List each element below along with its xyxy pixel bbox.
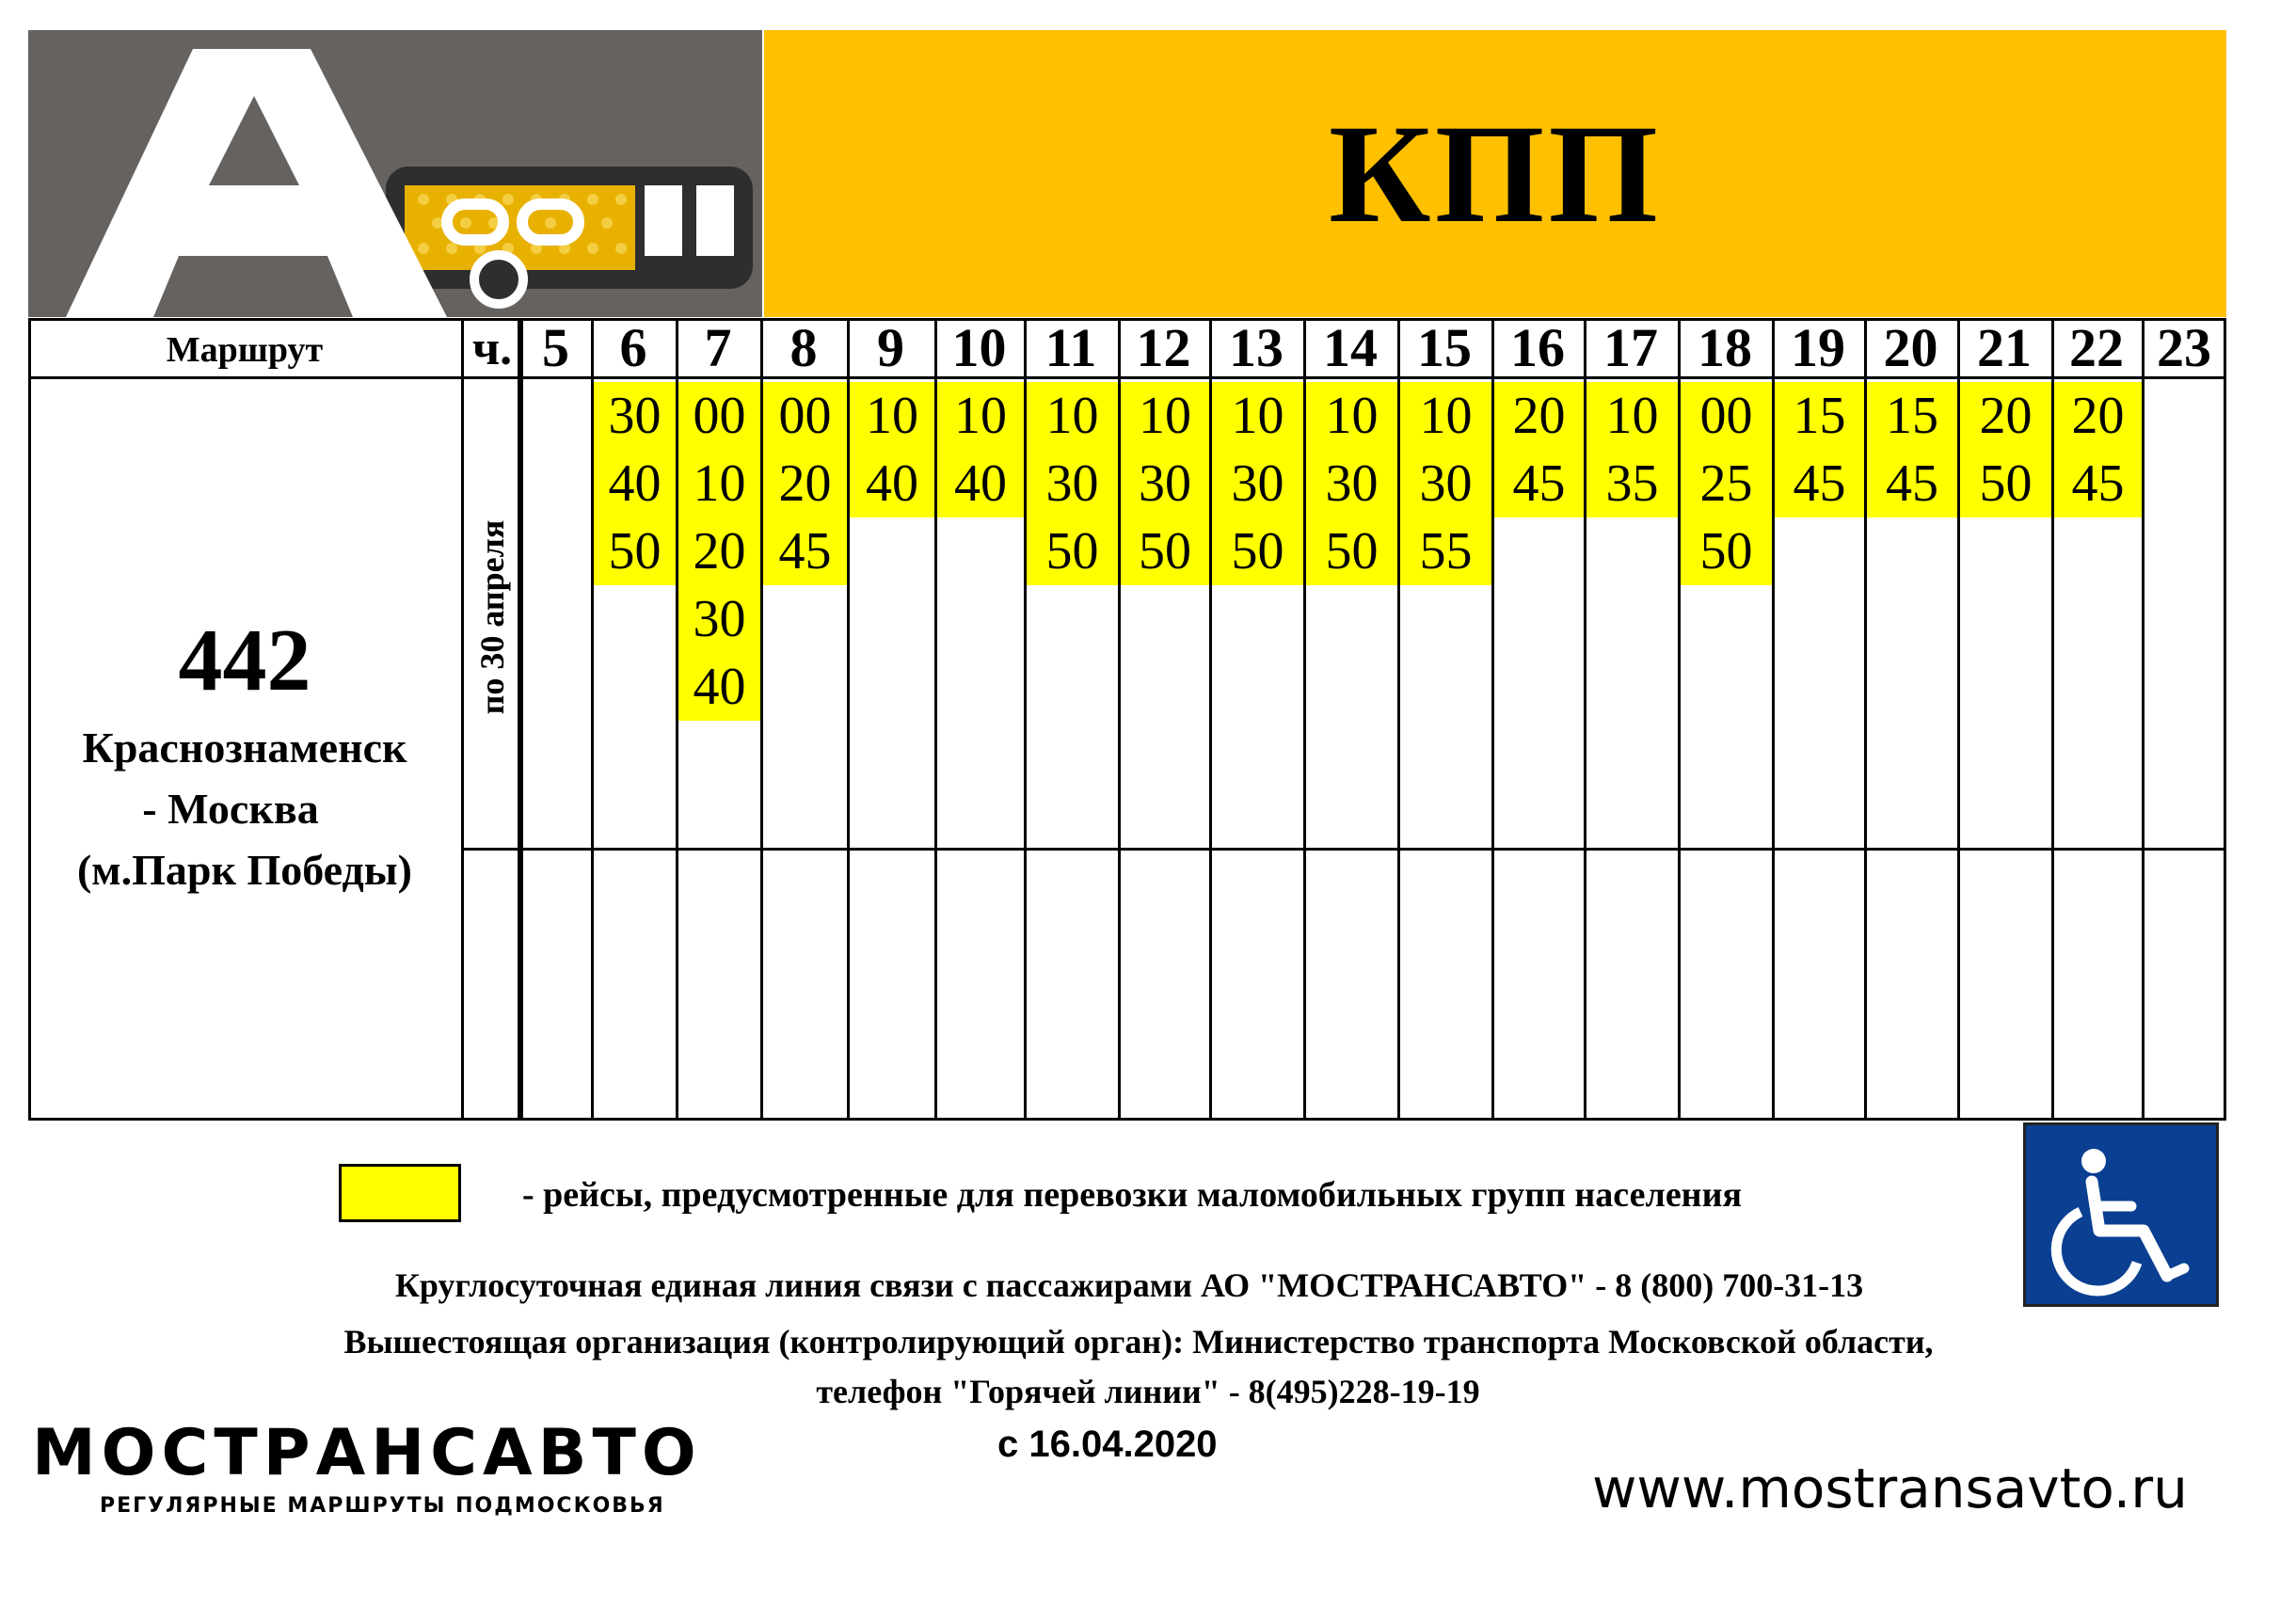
hour-header: 11 — [1024, 318, 1118, 379]
departure-minute: 30 — [1306, 450, 1397, 517]
departure-minute: 30 — [1121, 450, 1209, 517]
hour-header: 10 — [934, 318, 1024, 379]
column-divider — [1209, 318, 1212, 1121]
departure-minute: 10 — [678, 450, 760, 517]
departure-minute: 30 — [594, 382, 676, 450]
departure-minute: 45 — [1867, 450, 1957, 517]
validity-note — [464, 382, 520, 852]
hour-header: 7 — [676, 318, 760, 379]
hour-column — [937, 382, 1024, 517]
column-divider — [1772, 318, 1775, 1121]
hour-header: 9 — [847, 318, 934, 379]
departure-minute: 45 — [763, 517, 847, 585]
departure-minute: 40 — [850, 450, 934, 517]
hour-header: 21 — [1957, 318, 2051, 379]
hour-header: 12 — [1118, 318, 1209, 379]
column-divider — [2142, 318, 2145, 1121]
departure-minute: 10 — [1121, 382, 1209, 450]
hour-column — [1494, 382, 1584, 517]
hour-header: 5 — [520, 318, 591, 379]
departure-minute: 30 — [678, 585, 760, 653]
hour-column — [678, 382, 760, 721]
hour-header: 16 — [1491, 318, 1584, 379]
hour-header: 14 — [1303, 318, 1397, 379]
route-number: 442 — [178, 612, 311, 709]
column-divider — [934, 318, 937, 1121]
stop-title: КПП — [1328, 95, 1663, 252]
hotline-info: Круглосуточная единая линия связи с пассажирами АО "МОСТРАНСАВТО" - 8 (800) 700-31-13 — [394, 1266, 1864, 1304]
column-divider — [676, 318, 678, 1121]
hour-header: 22 — [2051, 318, 2142, 379]
departure-minute: 15 — [1775, 382, 1864, 450]
departure-minute: 50 — [1121, 517, 1209, 585]
departure-minute: 50 — [1027, 517, 1118, 585]
legend-text: - рейсы, предусмотренные для перевозки маломобильных групп населения — [522, 1175, 1743, 1215]
authority-info: Вышестоящая организация (контролирующий орган): Министерство транспорта Московской области, — [343, 1323, 1934, 1360]
column-divider — [1303, 318, 1306, 1121]
departure-minute: 45 — [2054, 450, 2142, 517]
authority-phone: телефон "Горячей линии" - 8(495)228-19-19 — [816, 1373, 1480, 1410]
departure-minute: 45 — [1494, 450, 1584, 517]
departure-minute: 50 — [1306, 517, 1397, 585]
hour-header: 17 — [1584, 318, 1678, 379]
departure-minute: 40 — [594, 450, 676, 517]
hour-column — [1681, 382, 1772, 585]
timetable — [28, 318, 2226, 1121]
departure-minute: 20 — [2054, 382, 2142, 450]
departure-minute: 55 — [1400, 517, 1491, 585]
departure-minute: 20 — [1960, 382, 2051, 450]
column-divider — [760, 318, 763, 1121]
departure-minute: 45 — [1775, 450, 1864, 517]
hour-header: 8 — [760, 318, 847, 379]
bus-logo-icon — [28, 30, 762, 317]
column-divider — [1864, 318, 1867, 1121]
column-divider — [461, 318, 464, 1121]
departure-minute: 10 — [1306, 382, 1397, 450]
departure-minute: 10 — [1586, 382, 1678, 450]
column-divider — [1397, 318, 1400, 1121]
hour-column — [1212, 382, 1303, 585]
brand-logo — [32, 1416, 702, 1518]
column-divider — [1678, 318, 1681, 1121]
hour-header: 6 — [591, 318, 676, 379]
departure-minute: 30 — [1400, 450, 1491, 517]
row-divider — [464, 848, 2226, 851]
column-divider — [1957, 318, 1960, 1121]
departure-minute: 20 — [678, 517, 760, 585]
departure-minute: 10 — [1027, 382, 1118, 450]
departure-minute: 10 — [937, 382, 1024, 450]
hour-column — [1775, 382, 1864, 517]
departure-minute: 00 — [763, 382, 847, 450]
departure-minute: 50 — [1960, 450, 2051, 517]
hour-column — [850, 382, 934, 517]
column-divider — [1024, 318, 1027, 1121]
hour-column — [763, 382, 847, 585]
route-name-destination: - Москва — [142, 785, 319, 833]
departure-minute: 30 — [1027, 450, 1118, 517]
route-column-header: Маршрут — [28, 318, 461, 379]
departure-minute: 40 — [678, 653, 760, 721]
departure-minute: 30 — [1212, 450, 1303, 517]
hour-column — [594, 382, 676, 585]
departure-minute: 00 — [678, 382, 760, 450]
column-divider — [1584, 318, 1586, 1121]
hour-column — [1306, 382, 1397, 585]
departure-minute: 50 — [1212, 517, 1303, 585]
departure-minute: 50 — [594, 517, 676, 585]
departure-minute: 10 — [1400, 382, 1491, 450]
company-logo — [28, 30, 762, 317]
hour-column — [2054, 382, 2142, 517]
route-name-origin: Краснознаменск — [82, 724, 407, 772]
column-divider — [2051, 318, 2054, 1121]
brand-name: МОСТРАНСАВТО — [32, 1416, 702, 1490]
hour-column — [1586, 382, 1678, 517]
departure-minute: 20 — [763, 450, 847, 517]
hour-header: 23 — [2142, 318, 2226, 379]
validity-note-text: по 30 апреля — [473, 519, 511, 715]
departure-minute: 25 — [1681, 450, 1772, 517]
website-link[interactable]: www.mostransavto.ru — [1592, 1456, 2188, 1520]
brand-tagline: РЕГУЛЯРНЫЕ МАРШРУТЫ ПОДМОСКОВЬЯ — [100, 1494, 665, 1518]
hour-column — [1121, 382, 1209, 585]
route-name-terminal: (м.Парк Победы) — [76, 846, 412, 894]
departure-minute: 10 — [850, 382, 934, 450]
hour-header: 19 — [1772, 318, 1864, 379]
departure-minute: 50 — [1681, 517, 1772, 585]
column-divider — [1118, 318, 1121, 1121]
hour-column-header: ч. — [464, 318, 520, 379]
hour-column — [1960, 382, 2051, 517]
departure-minute: 15 — [1867, 382, 1957, 450]
column-divider — [520, 318, 523, 1121]
departure-minute: 10 — [1212, 382, 1303, 450]
valid-from-date: с 16.04.2020 — [997, 1424, 1218, 1465]
departure-minute: 35 — [1586, 450, 1678, 517]
column-divider — [591, 318, 594, 1121]
column-divider — [1491, 318, 1494, 1121]
hour-header: 20 — [1864, 318, 1957, 379]
departure-minute: 40 — [937, 450, 1024, 517]
departure-minute: 00 — [1681, 382, 1772, 450]
legend-accessible-swatch — [339, 1164, 461, 1222]
hour-column — [1400, 382, 1491, 585]
column-divider — [847, 318, 850, 1121]
hour-column — [1867, 382, 1957, 517]
hour-header: 18 — [1678, 318, 1772, 379]
hour-header: 15 — [1397, 318, 1491, 379]
departure-minute: 20 — [1494, 382, 1584, 450]
hour-header: 13 — [1209, 318, 1303, 379]
stop-title-banner — [764, 30, 2226, 317]
hour-column — [1027, 382, 1118, 585]
